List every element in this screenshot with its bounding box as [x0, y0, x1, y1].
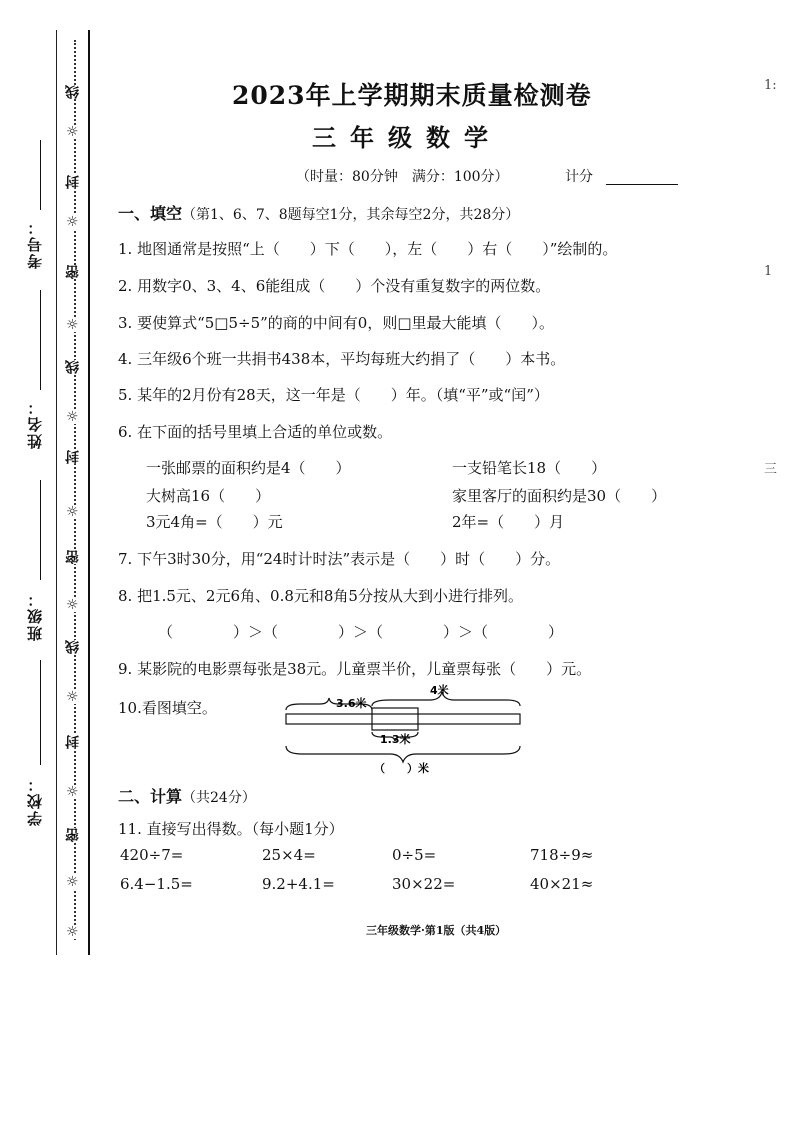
- binding-inner-line: [56, 30, 57, 955]
- seal-word: 线: [65, 640, 81, 654]
- star-icon: ☼: [66, 924, 79, 940]
- exam-no-label: 考号：: [26, 218, 44, 269]
- total-brace: [286, 746, 520, 762]
- star-icon: ☼: [66, 874, 79, 890]
- seal-word: 封: [65, 175, 81, 189]
- star-icon: ☼: [66, 409, 79, 425]
- star-icon: ☼: [66, 784, 79, 800]
- section-1-note: （第1、6、7、8题每空1分，其余每空2分，共28分）: [182, 207, 520, 223]
- section-2-note: （共24分）: [182, 790, 256, 806]
- binding-border-line: [88, 30, 90, 955]
- overlap-box: [372, 708, 418, 730]
- seal-word: 密: [65, 828, 81, 842]
- star-icon: ☼: [66, 504, 79, 520]
- school-label: 学校：: [26, 775, 44, 826]
- school-field[interactable]: [40, 660, 41, 765]
- score-field[interactable]: [606, 184, 678, 185]
- question-3: 3. 要使算式“5□5÷5”的商的中间有0，则□里最大能填（ ）。: [118, 314, 555, 332]
- calc-item: 40×21≈: [530, 875, 594, 893]
- question-1: 1. 地图通常是按照“上（ ）下（ ），左（ ）右（ ）”绘制的。: [118, 240, 618, 258]
- section-1-title: 一、填空: [118, 204, 183, 223]
- question-8-blanks: （ ）＞（ ）＞（ ）＞（ ）: [158, 623, 564, 641]
- calc-item: 6.4−1.5=: [120, 875, 193, 893]
- page-title: 2023年上学期期末质量检测卷: [232, 81, 592, 110]
- seal-word: 封: [65, 735, 81, 749]
- star-icon: ☼: [66, 124, 79, 140]
- seal-word: 密: [65, 265, 81, 279]
- question-5: 5. 某年的2月份有28天，这一年是（ ）年。（填“平”或“闰”）: [118, 386, 549, 404]
- overlap-length-label: 1.3米: [380, 733, 411, 746]
- exam-info: （时量：80分钟 满分：100分）: [296, 169, 509, 185]
- exam-no-field[interactable]: [40, 140, 41, 210]
- question-6a: 一张邮票的面积约是4（ ）: [146, 459, 351, 477]
- section-2-heading: [118, 784, 256, 807]
- seal-word: 密: [65, 550, 81, 564]
- seal-word: 线: [65, 360, 81, 374]
- question-11: 11. 直接写出得数。（每小题1分）: [118, 820, 344, 838]
- question-4: 4. 三年级6个班一共捐书438本，平均每班大约捐了（ ）本书。: [118, 350, 566, 368]
- margin-mark: 1: [764, 264, 773, 279]
- question-6e: 3元4角=（ ）元: [146, 513, 283, 531]
- page-subtitle: 三年级数学: [312, 123, 502, 152]
- question-6: 6. 在下面的括号里填上合适的单位或数。: [118, 423, 393, 441]
- calc-item: 25×4=: [262, 846, 316, 864]
- name-label: 姓名：: [26, 398, 44, 449]
- margin-mark: 1:: [764, 78, 777, 93]
- right-length-label: 4米: [430, 684, 449, 697]
- seal-word: 线: [65, 85, 81, 99]
- calc-item: 30×22=: [392, 875, 456, 893]
- name-field[interactable]: [40, 290, 41, 390]
- section-1-heading: [118, 201, 519, 224]
- class-field[interactable]: [40, 480, 41, 580]
- left-length-label: 3.6米: [336, 697, 367, 710]
- question-8: 8. 把1.5元、2元6角、0.8元和8角5分按从大到小进行排列。: [118, 587, 523, 605]
- seal-word: 封: [65, 450, 81, 464]
- page-footer: 三年级数学·第1版（共4版）: [366, 924, 507, 937]
- margin-mark: 三: [764, 462, 778, 477]
- class-label: 班级：: [26, 590, 44, 641]
- score-label: 计分: [565, 169, 593, 185]
- star-icon: ☼: [66, 597, 79, 613]
- question-9: 9. 某影院的电影票每张是38元。儿童票半价，儿童票每张（ ）元。: [118, 660, 592, 678]
- question-2: 2. 用数字0、3、4、6能组成（ ）个没有重复数字的两位数。: [118, 277, 551, 295]
- question-6f: 2年=（ ）月: [452, 513, 565, 531]
- star-icon: ☼: [66, 317, 79, 333]
- star-icon: ☼: [66, 689, 79, 705]
- section-2-title: 二、计算: [118, 787, 183, 806]
- question-10: 10.看图填空。: [118, 699, 217, 717]
- question-6b: 一支铅笔长18（ ）: [452, 459, 607, 477]
- calc-item: 420÷7=: [120, 846, 184, 864]
- total-length-label: （ ）米: [374, 762, 429, 775]
- calc-item: 9.2+4.1=: [262, 875, 335, 893]
- segment-diagram: [280, 680, 530, 780]
- question-6c: 大树高16（ ）: [146, 487, 271, 505]
- star-icon: ☼: [66, 214, 79, 230]
- total-bar: [286, 714, 520, 724]
- calc-item: 0÷5=: [392, 846, 437, 864]
- question-7: 7. 下午3时30分，用“24时计时法”表示是（ ）时（ ）分。: [118, 550, 561, 568]
- question-6d: 家里客厅的面积约是30（ ）: [452, 487, 667, 505]
- calc-item: 718÷9≈: [530, 846, 594, 864]
